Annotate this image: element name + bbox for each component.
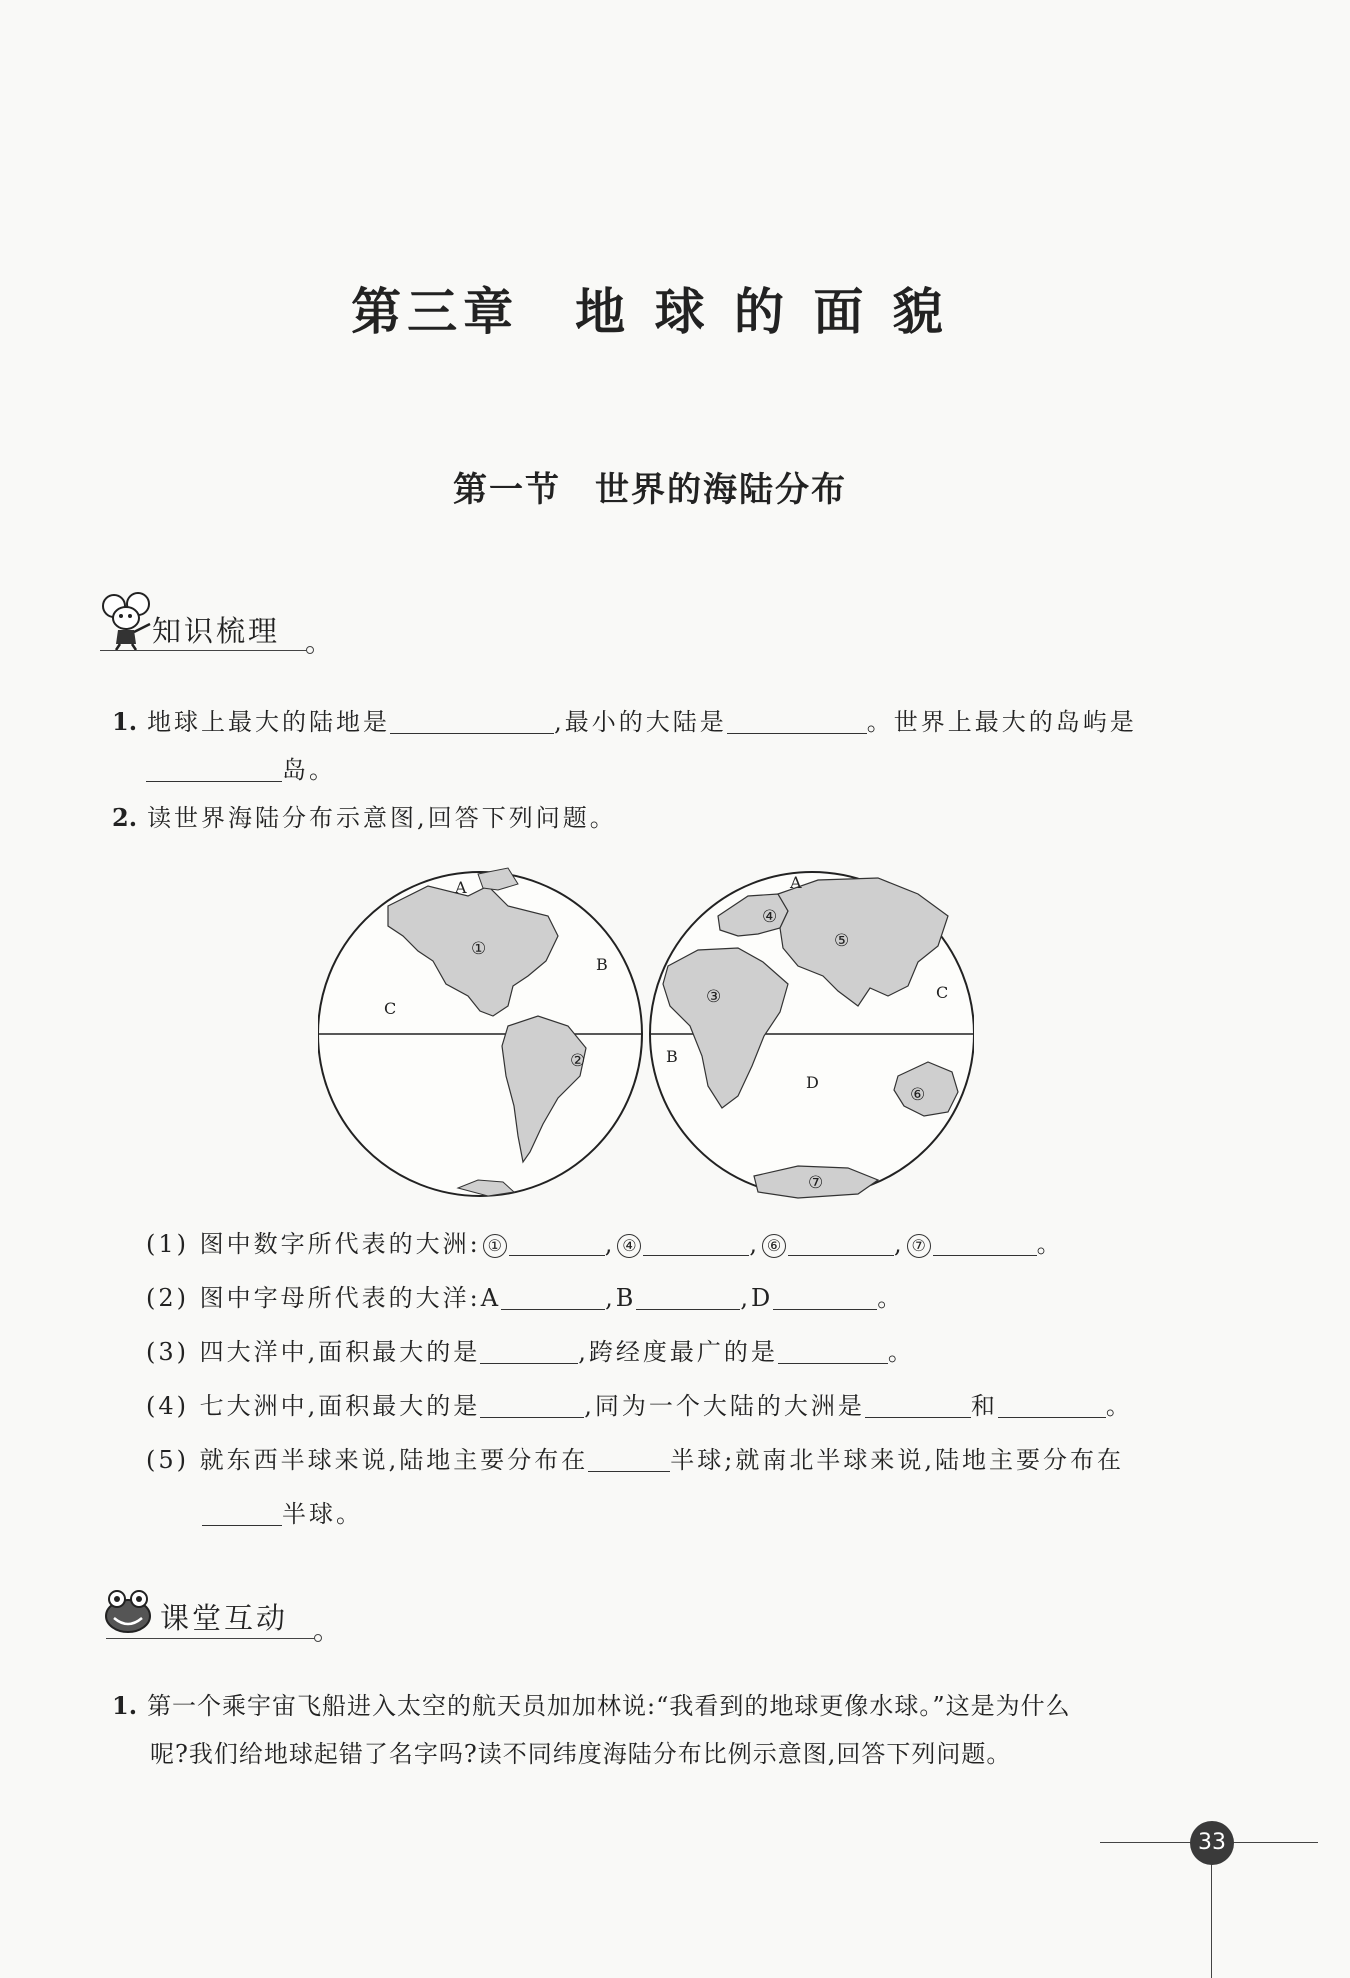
- page-number: 33: [1190, 1821, 1234, 1865]
- interaction-question-1-cont: 呢?我们给地球起错了名字吗?读不同纬度海陆分布比例示意图,回答下列问题。: [150, 1740, 1012, 1768]
- answer-blank[interactable]: [778, 1337, 888, 1364]
- answer-blank[interactable]: [480, 1337, 578, 1364]
- question-number: 2.: [112, 803, 138, 832]
- map-label-B-east: B: [666, 1047, 678, 1066]
- subquestion-1: (1) 图中数字所代表的大洲: ① , ④ , ⑥ , ⑦ 。: [146, 1230, 1064, 1258]
- map-label-A-east: A: [790, 873, 802, 892]
- map-label-6: ⑥: [910, 1085, 926, 1105]
- heading-dot: [314, 1634, 322, 1642]
- world-map: [318, 866, 974, 1202]
- subquestion-3: (3) 四大洋中,面积最大的是 ,跨经度最广的是 。: [146, 1338, 915, 1366]
- subquestion-2: (2) 图中字母所代表的大洋:A ,B ,D 。: [146, 1284, 905, 1312]
- answer-blank[interactable]: [146, 755, 282, 782]
- answer-blank[interactable]: [773, 1283, 877, 1310]
- answer-blank[interactable]: [933, 1229, 1037, 1256]
- answer-blank[interactable]: [390, 707, 554, 734]
- answer-blank[interactable]: [643, 1229, 749, 1256]
- chapter-title: [0, 272, 1300, 344]
- section-number: 第一节: [453, 470, 561, 510]
- answer-blank[interactable]: [480, 1391, 584, 1418]
- heading-class-interaction: 课堂互动: [160, 1601, 289, 1635]
- map-label-7: ⑦: [808, 1173, 824, 1193]
- answer-blank[interactable]: [865, 1391, 971, 1418]
- chapter-number: 第三章: [351, 283, 520, 341]
- subquestion-5-cont: 半球。: [202, 1496, 363, 1532]
- western-hemisphere: [318, 868, 642, 1196]
- chapter-name: 地 球 的 面 貌: [575, 283, 949, 341]
- question-number: 1.: [112, 707, 138, 736]
- section-name: 世界的海陆分布: [595, 470, 847, 510]
- frog-mascot-icon: [100, 1586, 156, 1636]
- answer-blank[interactable]: [501, 1283, 605, 1310]
- subquestion-4: (4) 七大洲中,面积最大的是 ,同为一个大陆的大洲是 和 。: [146, 1392, 1133, 1420]
- heading-underline: [100, 650, 308, 651]
- answer-blank[interactable]: [588, 1445, 670, 1472]
- answer-blank[interactable]: [202, 1499, 282, 1526]
- map-label-B-west: B: [596, 955, 608, 974]
- answer-blank[interactable]: [788, 1229, 894, 1256]
- heading-dot: [306, 646, 314, 654]
- map-label-2: ②: [570, 1051, 586, 1071]
- map-label-4: ④: [762, 907, 778, 927]
- eastern-hemisphere: [650, 872, 974, 1198]
- mouse-mascot-icon: [100, 592, 156, 652]
- heading-knowledge-review: 知识梳理: [152, 614, 281, 648]
- map-label-3: ③: [706, 987, 722, 1007]
- answer-blank[interactable]: [727, 707, 867, 734]
- section-title: [0, 462, 1300, 511]
- subquestion-5: (5) 就东西半球来说,陆地主要分布在 半球;就南北半球来说,陆地主要分布在: [146, 1446, 1124, 1474]
- map-label-1: ①: [471, 939, 487, 959]
- question-1-cont: 岛。: [146, 752, 336, 788]
- map-label-C-east: C: [936, 983, 949, 1002]
- interaction-question-1: 1. 第一个乘宇宙飞船进入太空的航天员加加林说:“我看到的地球更像水球。”这是为什么: [112, 1691, 1071, 1720]
- answer-blank[interactable]: [509, 1229, 605, 1256]
- question-2: 2. 读世界海陆分布示意图,回答下列问题。: [112, 803, 617, 832]
- answer-blank[interactable]: [998, 1391, 1106, 1418]
- map-label-C-west: C: [384, 999, 397, 1018]
- map-label-A-west: A: [455, 878, 467, 897]
- heading-underline: [106, 1638, 316, 1639]
- question-1: 1. 地球上最大的陆地是 ,最小的大陆是 。世界上最大的岛屿是: [112, 707, 1137, 736]
- map-label-D-east: D: [806, 1073, 819, 1092]
- map-label-5: ⑤: [834, 931, 850, 951]
- question-number: 1.: [112, 1691, 138, 1720]
- answer-blank[interactable]: [636, 1283, 740, 1310]
